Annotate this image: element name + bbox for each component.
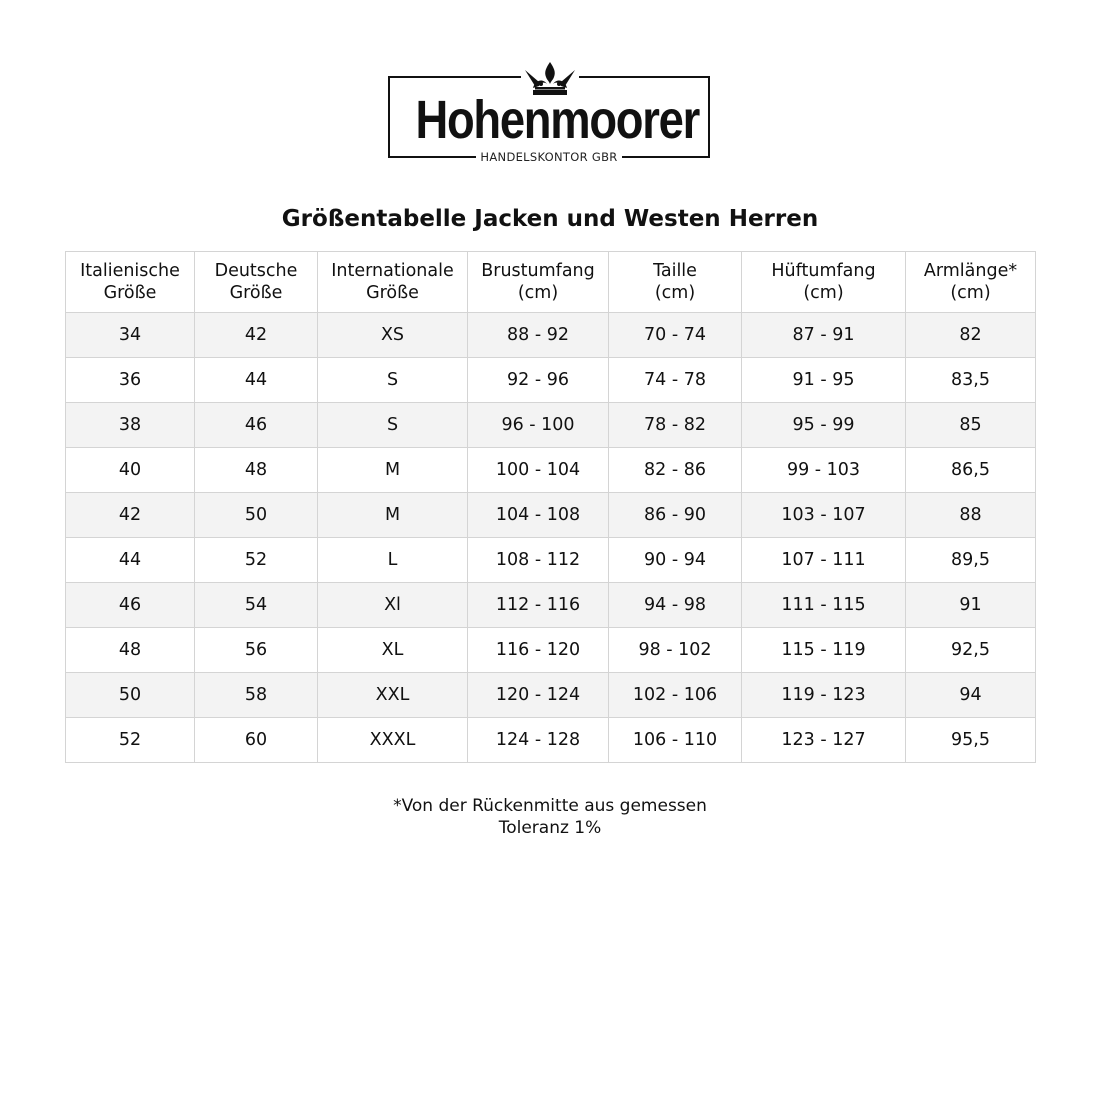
header-chest: Brustumfang (cm): [468, 252, 609, 313]
cell-arm-length: 82: [906, 313, 1036, 358]
table-row: [66, 718, 1036, 763]
header-arm-length: Armlänge* (cm): [906, 252, 1036, 313]
table-row: [66, 628, 1036, 673]
footnote-measurement: *Von der Rückenmitte aus gemessen: [393, 796, 707, 816]
cell-international-size: Xl: [318, 583, 468, 628]
cell-italian-size: 40: [66, 448, 195, 493]
brand-subtitle-text: HANDELSKONTOR GBR: [476, 150, 621, 164]
cell-hip: 99 - 103: [742, 448, 906, 493]
cell-german-size: 54: [195, 583, 318, 628]
cell-german-size: 48: [195, 448, 318, 493]
table-row: [66, 538, 1036, 583]
table-row: [66, 358, 1036, 403]
cell-waist: 86 - 90: [609, 493, 742, 538]
header-german-size: Deutsche Größe: [195, 252, 318, 313]
footnote: [0, 795, 1100, 839]
cell-waist: 82 - 86: [609, 448, 742, 493]
cell-hip: 103 - 107: [742, 493, 906, 538]
cell-german-size: 52: [195, 538, 318, 583]
cell-italian-size: 48: [66, 628, 195, 673]
cell-international-size: M: [318, 493, 468, 538]
cell-german-size: 58: [195, 673, 318, 718]
table-header-row: [66, 252, 1036, 313]
cell-arm-length: 86,5: [906, 448, 1036, 493]
cell-waist: 102 - 106: [609, 673, 742, 718]
table-row: [66, 313, 1036, 358]
cell-german-size: 42: [195, 313, 318, 358]
cell-waist: 94 - 98: [609, 583, 742, 628]
cell-hip: 119 - 123: [742, 673, 906, 718]
table-row: [66, 493, 1036, 538]
cell-international-size: S: [318, 358, 468, 403]
cell-german-size: 46: [195, 403, 318, 448]
brand-name: Hohenmoorer: [415, 90, 699, 150]
cell-hip: 115 - 119: [742, 628, 906, 673]
cell-italian-size: 46: [66, 583, 195, 628]
cell-arm-length: 94: [906, 673, 1036, 718]
cell-chest: 116 - 120: [468, 628, 609, 673]
cell-german-size: 60: [195, 718, 318, 763]
cell-chest: 104 - 108: [468, 493, 609, 538]
cell-arm-length: 88: [906, 493, 1036, 538]
table-row: [66, 673, 1036, 718]
footnote-tolerance: Toleranz 1%: [498, 818, 602, 838]
cell-arm-length: 85: [906, 403, 1036, 448]
cell-italian-size: 34: [66, 313, 195, 358]
cell-international-size: S: [318, 403, 468, 448]
cell-italian-size: 52: [66, 718, 195, 763]
cell-international-size: XS: [318, 313, 468, 358]
cell-italian-size: 50: [66, 673, 195, 718]
cell-hip: 123 - 127: [742, 718, 906, 763]
cell-german-size: 56: [195, 628, 318, 673]
cell-arm-length: 83,5: [906, 358, 1036, 403]
cell-waist: 74 - 78: [609, 358, 742, 403]
cell-hip: 111 - 115: [742, 583, 906, 628]
header-hip: Hüftumfang (cm): [742, 252, 906, 313]
cell-chest: 112 - 116: [468, 583, 609, 628]
cell-arm-length: 91: [906, 583, 1036, 628]
table-row: [66, 403, 1036, 448]
cell-international-size: L: [318, 538, 468, 583]
cell-waist: 70 - 74: [609, 313, 742, 358]
cell-arm-length: 89,5: [906, 538, 1036, 583]
cell-chest: 96 - 100: [468, 403, 609, 448]
cell-international-size: XL: [318, 628, 468, 673]
cell-international-size: XXXL: [318, 718, 468, 763]
cell-arm-length: 95,5: [906, 718, 1036, 763]
cell-waist: 98 - 102: [609, 628, 742, 673]
header-waist: Taille (cm): [609, 252, 742, 313]
cell-hip: 95 - 99: [742, 403, 906, 448]
cell-italian-size: 42: [66, 493, 195, 538]
cell-hip: 91 - 95: [742, 358, 906, 403]
cell-german-size: 44: [195, 358, 318, 403]
header-international-size: Internationale Größe: [318, 252, 468, 313]
cell-chest: 120 - 124: [468, 673, 609, 718]
cell-chest: 88 - 92: [468, 313, 609, 358]
cell-hip: 87 - 91: [742, 313, 906, 358]
cell-chest: 100 - 104: [468, 448, 609, 493]
brand-subtitle: [390, 146, 708, 165]
cell-chest: 92 - 96: [468, 358, 609, 403]
cell-italian-size: 36: [66, 358, 195, 403]
page-title: Größentabelle Jacken und Westen Herren: [281, 206, 819, 232]
cell-italian-size: 44: [66, 538, 195, 583]
cell-waist: 90 - 94: [609, 538, 742, 583]
table-row: [66, 448, 1036, 493]
cell-international-size: M: [318, 448, 468, 493]
cell-waist: 78 - 82: [609, 403, 742, 448]
cell-chest: 108 - 112: [468, 538, 609, 583]
cell-chest: 124 - 128: [468, 718, 609, 763]
cell-german-size: 50: [195, 493, 318, 538]
header-italian-size: Italienische Größe: [66, 252, 195, 313]
cell-waist: 106 - 110: [609, 718, 742, 763]
cell-arm-length: 92,5: [906, 628, 1036, 673]
brand-logo: [388, 76, 710, 164]
cell-italian-size: 38: [66, 403, 195, 448]
size-table: [65, 251, 1036, 763]
cell-international-size: XXL: [318, 673, 468, 718]
table-row: [66, 583, 1036, 628]
cell-hip: 107 - 111: [742, 538, 906, 583]
